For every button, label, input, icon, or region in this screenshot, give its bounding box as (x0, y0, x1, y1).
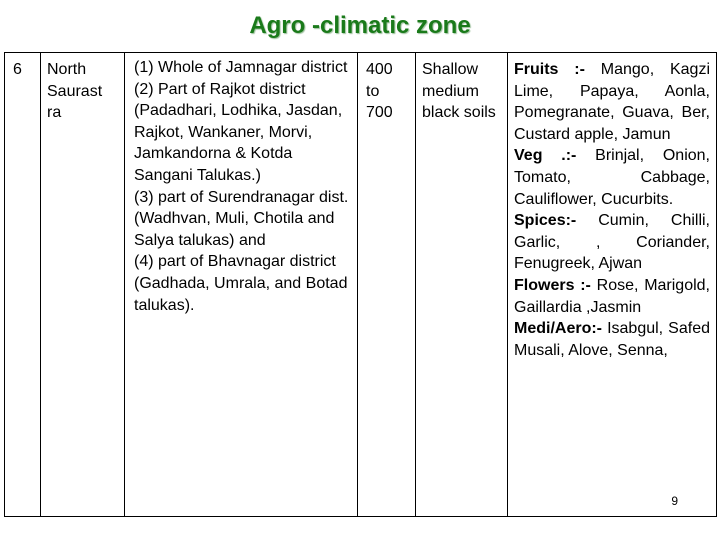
crop-group-list: Rose, Marigold, Gaillardia ,Jasmin (514, 276, 710, 316)
crop-group-vegetables (514, 145, 710, 210)
crop-group-medicinal (514, 318, 710, 361)
crop-group-spices (514, 210, 710, 275)
agro-climatic-zone-table (4, 52, 717, 517)
page-title: Agro -climatic zone (249, 12, 471, 39)
page-number: 9 (671, 494, 678, 508)
crop-group-list: Mango, Kagzi Lime, Papaya, Aonla, Pomegranate, Guava, Ber, Custard apple, Jamun (514, 61, 710, 143)
district-entry: (3) part of Surendranagar dist.(Wadhvan, Muli, Chotila and Salya talukas) and (134, 188, 349, 249)
districts-cell (125, 53, 358, 517)
crop-group-heading: Flowers :- (514, 276, 591, 294)
table-row (5, 53, 717, 517)
rainfall-cell: 400 to 700 (358, 53, 416, 517)
crop-group-heading: Veg .:- (514, 147, 577, 165)
serial-number-cell: 6 (5, 53, 41, 517)
crop-group-heading: Fruits :- (514, 61, 585, 78)
crop-group-heading: Spices:- (514, 212, 577, 230)
district-entry: (4) part of Bhavnagar district (Gadhada, Umrala, and Botad talukas). (134, 253, 348, 314)
crop-group-fruits (514, 59, 710, 145)
crop-group-list: Brinjal, Onion, Tomato, Cabbage, Cauliflower, Cucurbits. (514, 147, 710, 208)
crops-cell (508, 53, 717, 517)
soil-type-cell: Shallow medium black soils (416, 53, 508, 517)
district-entry: (1) Whole of Jamnagar district (134, 59, 348, 76)
crop-group-list: Isabgul, Safed Musali, Alove, Senna, (514, 320, 710, 359)
crop-group-heading: Medi/Aero:- (514, 320, 602, 338)
crop-group-flowers (514, 275, 710, 318)
zone-name-cell: North Saurast ra (41, 53, 125, 517)
crop-group-list: Cumin, Chilli, Garlic, , Coriander, Fenugreek, Ajwan (514, 212, 710, 273)
district-entry: (2) Part of Rajkot district (Padadhari, Lodhika, Jasdan, Rajkot, Wankaner, Morvi, Jamkandorna & Kotda Sangani Talukas.) (134, 80, 343, 184)
